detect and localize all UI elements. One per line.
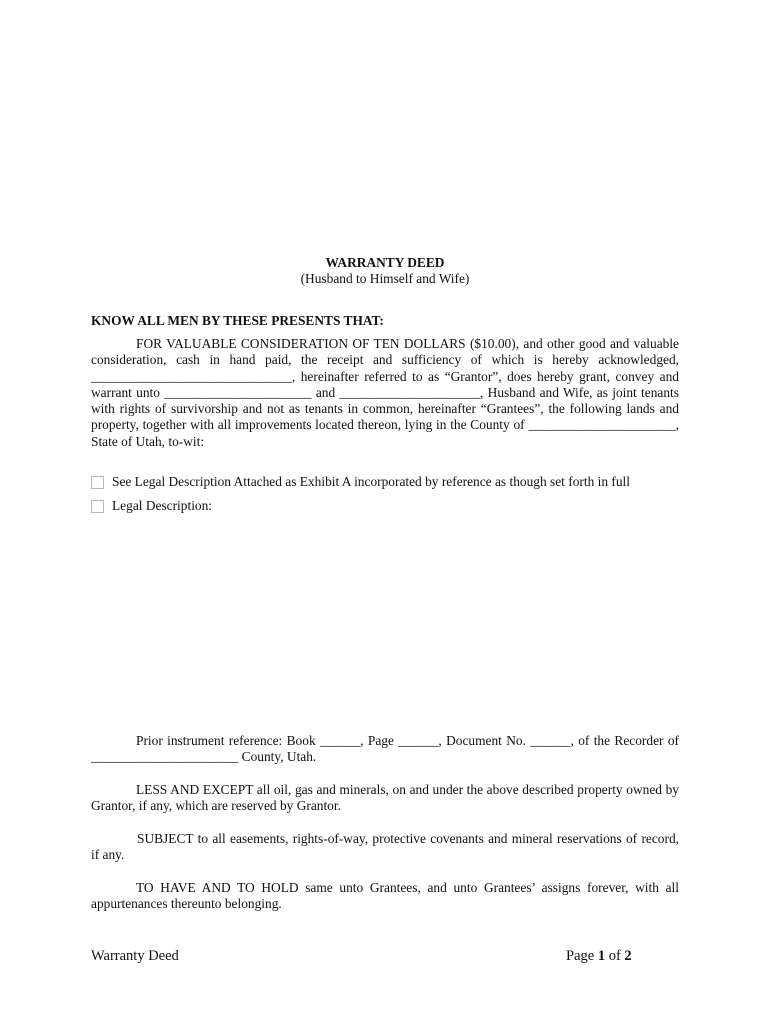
legal-description-checkbox[interactable] [91, 500, 104, 513]
footer-document-name: Warranty Deed [91, 948, 179, 964]
exhibit-a-option[interactable] [91, 474, 630, 490]
page-total: 2 [624, 948, 632, 964]
consideration-paragraph: FOR VALUABLE CONSIDERATION OF TEN DOLLARS ($10.00), and other good and valuable consideration, cash in hand paid, the receipt and sufficiency of which is hereby acknowledged, ______________________________, hereinafter referred to as “Grantor”, does hereby grant, convey and warrant unto ______________________ and _____________________, Husband and Wife, as joint tenants with rights of survivorship and not as tenants in common, hereinafter “Grantees”, the following lands and property, together with all improvements located thereon, lying in the County of ______________________, State of Utah, to-wit: [91, 336, 679, 449]
to-have-and-hold-paragraph: TO HAVE AND TO HOLD same unto Grantees, and unto Grantees’ assigns forever, with all appurtenances thereunto belonging. [91, 880, 679, 912]
exhibit-a-checkbox[interactable] [91, 476, 104, 489]
subject-to-paragraph: SUBJECT to all easements, rights-of-way, protective covenants and mineral reservations of record, if any. [91, 831, 679, 863]
exhibit-a-label: See Legal Description Attached as Exhibit A incorporated by reference as though set forth in full [112, 474, 630, 489]
document-title: WARRANTY DEED [325, 255, 445, 270]
presents-heading: KNOW ALL MEN BY THESE PRESENTS THAT: [91, 313, 384, 328]
prior-instrument-paragraph: Prior instrument reference: Book ______, Page ______, Document No. ______, of the Recorder of ______________________ County, Utah. [91, 733, 679, 765]
page-current: 1 [597, 948, 606, 964]
less-and-except-paragraph: LESS AND EXCEPT all oil, gas and minerals, on and under the above described property owned by Grantor, if any, which are reserved by Grantor. [91, 782, 679, 814]
page-prefix: Page [566, 948, 598, 964]
page-of: of [605, 948, 625, 964]
document-subtitle: (Husband to Himself and Wife) [300, 271, 470, 286]
legal-description-option[interactable] [91, 498, 212, 514]
legal-description-label: Legal Description: [112, 498, 213, 513]
footer-page-number [566, 947, 632, 965]
